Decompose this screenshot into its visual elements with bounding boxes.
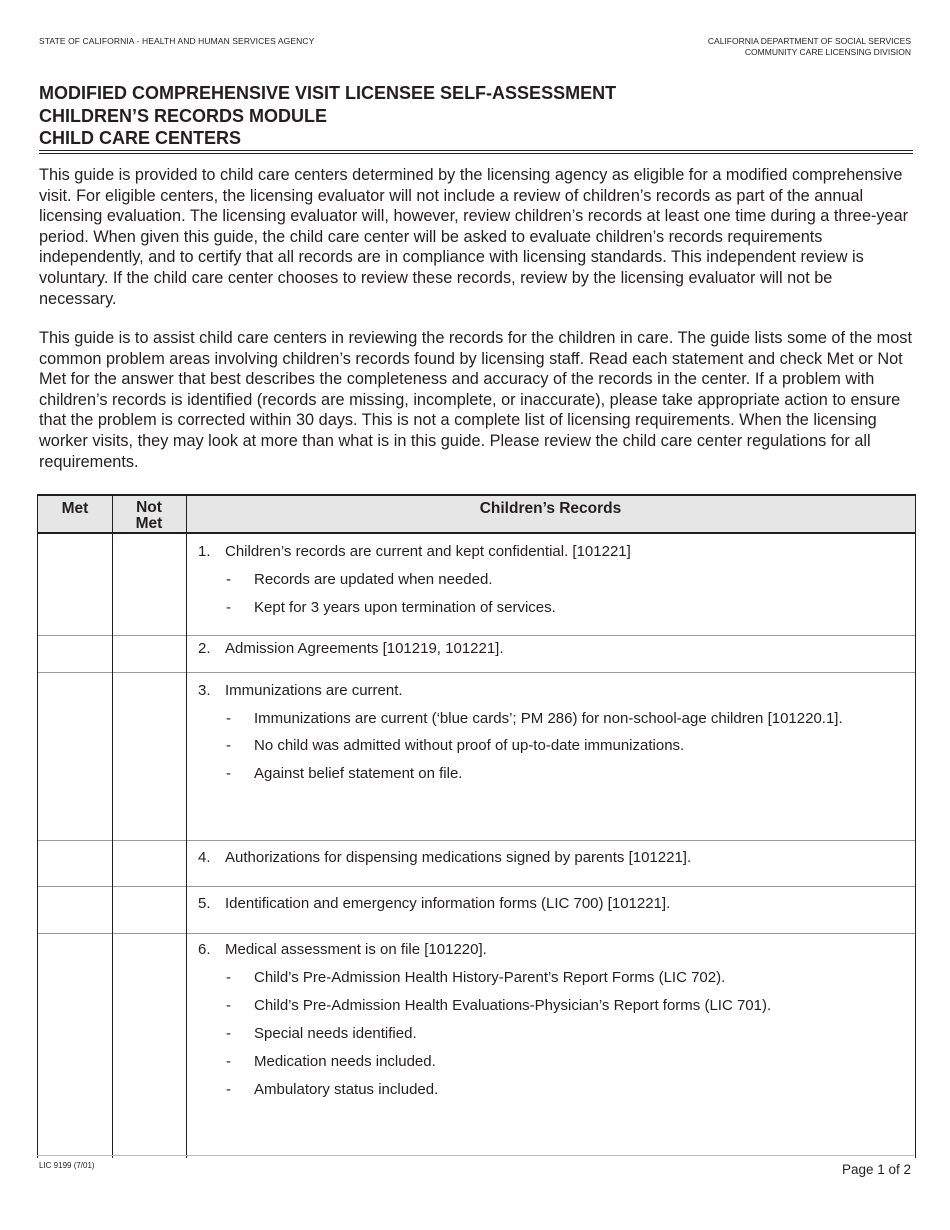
item-text: Medical assessment is on file [101220].: [225, 941, 487, 958]
form-number: LIC 9199 (7/01): [39, 1161, 95, 1170]
department-header: [708, 36, 911, 58]
item-text: Children’s records are current and kept confidential. [101221]: [225, 543, 631, 560]
item-number: 6.: [198, 941, 211, 958]
item-text: Identification and emergency information forms (LIC 700) [101221].: [225, 895, 671, 912]
item-number: 4.: [198, 849, 211, 866]
table-header: [38, 496, 915, 534]
sub-item-text: Against belief statement on file.: [254, 765, 463, 782]
table-row: [38, 886, 915, 934]
checklist-item: [198, 543, 631, 560]
table-row: [38, 534, 915, 636]
page-number: Page 1 of 2: [841, 1162, 911, 1177]
intro-paragraph-1: This guide is provided to child care centers determined by the licensing agency as eligible for a modified comprehensive visit. For eligible centers, the licensing evaluator will not include a review of children’s records as part of the annual licensing evaluation. The licensing evaluator will, however, review children’s records at least one time during a three-year period. When given this guide, the child care center will be asked to evaluate children’s records requirements independently, and to certify that all records are in compliance with licensing standards. This independent review is voluntary. If the child care center chooses to review these records, review by the licensing evaluator will not be necessary.: [39, 166, 909, 308]
sub-item: [226, 997, 771, 1014]
item-text: Immunizations are current.: [225, 682, 403, 699]
column-divider-not-met: [186, 496, 187, 1158]
sub-item-text: Ambulatory status included.: [254, 1081, 439, 1098]
not-met-header-line-2: Met: [135, 515, 163, 532]
table-row: [38, 672, 915, 841]
checklist-item: [198, 682, 403, 699]
page-title: [39, 82, 616, 150]
sub-item: [226, 710, 843, 727]
not-met-header-line-1: Not: [136, 499, 162, 516]
sub-item-text: Kept for 3 years upon termination of services.: [254, 599, 556, 616]
title-line-3: CHILD CARE CENTERS: [39, 128, 242, 148]
dash: -: [226, 571, 231, 588]
item-number: 5.: [198, 895, 211, 912]
item-number: 3.: [198, 682, 211, 699]
column-divider-met: [112, 496, 113, 1158]
dash: -: [226, 1053, 231, 1070]
sub-item: [226, 1053, 436, 1070]
division-name: COMMUNITY CARE LICENSING DIVISION: [744, 47, 911, 57]
intro-paragraph-2: This guide is to assist child care centers in reviewing the records for the children in care. The guide lists some of the most common problem areas involving children’s records found by licensing staff. Read each statement and check Met or Not Met for the answer that best describes the completeness and accuracy of the records in the center. If a problem with children’s records is identified (records are missing, incomplete, or inaccurate), please take appropriate action to ensure that the problem is corrected within 30 days. This is not a complete list of licensing requirements. When the licensing worker visits, they may look at more than what is in this guide. Please review the child care center regulations for all requirements.: [39, 329, 912, 471]
item-number: 2.: [198, 640, 211, 657]
sub-item-text: Immunizations are current (‘blue cards’; PM 286) for non-school-age children [101220.1].: [254, 710, 843, 727]
not-met-column-header: [112, 500, 186, 532]
item-text: Authorizations for dispensing medications signed by parents [101221].: [225, 849, 692, 866]
title-divider-top: [39, 150, 913, 151]
agency-header: STATE OF CALIFORNIA - HEALTH AND HUMAN SERVICES AGENCY: [39, 36, 315, 46]
sub-item-text: Special needs identified.: [254, 1025, 417, 1042]
sub-item: [226, 1025, 417, 1042]
sub-item-text: Child’s Pre-Admission Health Evaluations-Physician’s Report forms (LIC 701).: [254, 997, 772, 1014]
sub-item: [226, 765, 462, 782]
sub-item: [226, 599, 556, 616]
dash: -: [226, 1025, 231, 1042]
item-number: 1.: [198, 543, 211, 560]
sub-item-text: Child’s Pre-Admission Health History-Parent’s Report Forms (LIC 702).: [254, 969, 726, 986]
table-row: [38, 933, 915, 1156]
sub-item: [226, 737, 684, 754]
dash: -: [226, 765, 231, 782]
checklist-item: [198, 941, 487, 958]
sub-item-text: Records are updated when needed.: [254, 571, 493, 588]
sub-item-text: No child was admitted without proof of up-to-date immunizations.: [254, 737, 685, 754]
title-divider-bottom: [39, 153, 913, 154]
checklist-item: [198, 640, 504, 657]
dash: -: [226, 1081, 231, 1098]
title-line-2: CHILDREN’S RECORDS MODULE: [39, 105, 328, 126]
item-text: Admission Agreements [101219, 101221].: [225, 640, 504, 657]
table-row: [38, 840, 915, 887]
table-bottom-edge: [37, 1155, 914, 1156]
checklist-item: [198, 849, 691, 866]
records-column-header: Children’s Records: [479, 500, 622, 517]
checklist-item: [198, 895, 670, 912]
dash: -: [226, 710, 231, 727]
title-line-1: MODIFIED COMPREHENSIVE VISIT LICENSEE SELF-ASSESSMENT: [39, 83, 617, 103]
sub-item: [226, 571, 493, 588]
table-row: [38, 635, 915, 673]
sub-item: [226, 1081, 438, 1098]
met-column-header: Met: [61, 500, 89, 517]
dash: -: [226, 969, 231, 986]
department-name: CALIFORNIA DEPARTMENT OF SOCIAL SERVICES: [707, 36, 911, 46]
sub-item-text: Medication needs included.: [254, 1053, 436, 1070]
dash: -: [226, 737, 231, 754]
dash: -: [226, 997, 231, 1014]
sub-item: [226, 969, 725, 986]
records-checklist-table: [37, 494, 916, 1158]
dash: -: [226, 599, 231, 616]
